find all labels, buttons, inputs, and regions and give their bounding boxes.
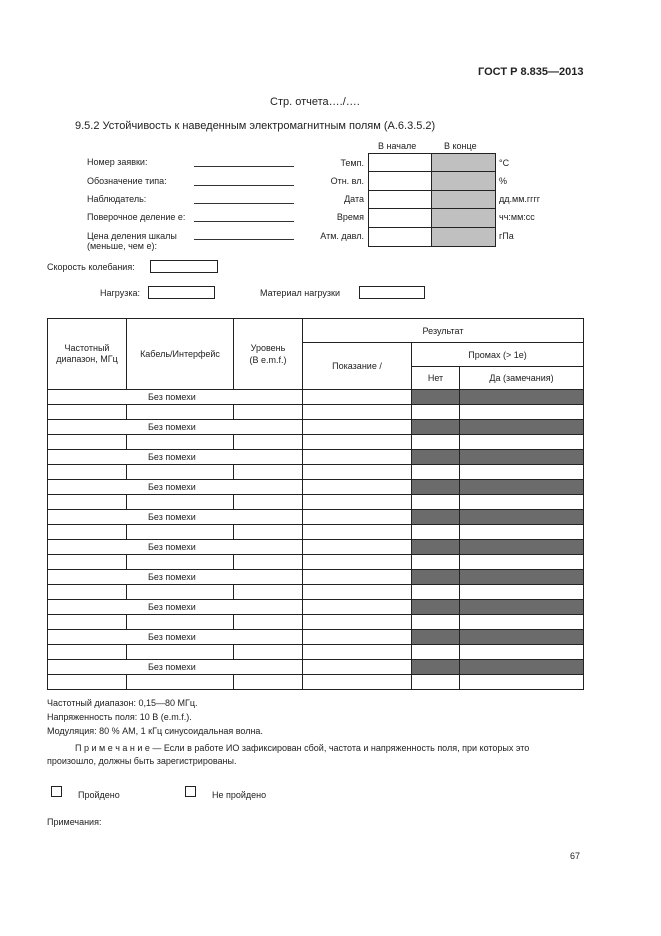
load-label: Нагрузка: (100, 288, 140, 298)
shaded-cell-yes (460, 630, 583, 644)
header-miss: Промах (> 1е) (468, 350, 527, 360)
table-row-entry[interactable] (48, 405, 126, 419)
field-line-type-designation[interactable] (194, 185, 294, 186)
passed-checkbox[interactable] (51, 786, 62, 797)
field-line-request-number[interactable] (194, 166, 294, 167)
row-label-no-interference: Без помехи (148, 602, 196, 612)
header-level: Уровень (250, 343, 286, 353)
shaded-cell-no (412, 480, 459, 494)
shaded-cell-yes (460, 450, 583, 464)
env-start-temp[interactable] (368, 153, 432, 172)
header-level-unit: (В e.m.f.) (249, 355, 287, 365)
shaded-cell-no (412, 630, 459, 644)
report-page-indicator: Стр. отчета…./…. (270, 96, 360, 108)
row-label-no-interference: Без помехи (148, 632, 196, 642)
table-row-entry[interactable] (48, 615, 126, 629)
row-label-no-interference: Без помехи (148, 422, 196, 432)
oscillation-speed-label: Скорость колебания: (47, 262, 135, 272)
env-end-humidity[interactable] (431, 171, 496, 191)
load-material-input[interactable] (359, 286, 425, 299)
section-title: 9.5.2 Устойчивость к наведенным электромагнитным полям (А.6.3.5.2) (75, 120, 436, 132)
failed-label: Не пройдено (212, 790, 267, 800)
note-field-strength: Напряженность поля: 10 В (e.m.f.). (47, 712, 192, 722)
table-row-entry[interactable] (48, 645, 126, 659)
shaded-cell-yes (460, 540, 583, 554)
row-label-no-interference: Без помехи (148, 542, 196, 552)
env-unit-date: дд.мм.гггг (499, 194, 541, 204)
env-label-time: Время (336, 212, 364, 222)
note-text-line2: произошло, должны быть зарегистрированы. (47, 756, 237, 766)
shaded-cell-yes (460, 570, 583, 584)
row-label-no-interference: Без помехи (148, 392, 196, 402)
field-line-observer[interactable] (194, 203, 294, 204)
env-start-time[interactable] (368, 208, 432, 228)
env-end-temp[interactable] (431, 153, 496, 172)
shaded-cell-no (412, 660, 459, 674)
field-label-verification-interval: Поверочное деление e: (87, 212, 186, 222)
table-row-entry[interactable] (48, 525, 126, 539)
note-freq-range: Частотный диапазон: 0,15—80 МГц. (47, 698, 198, 708)
header-cable-interface: Кабель/Интерфейс (140, 349, 220, 359)
table-row-entry[interactable] (48, 435, 126, 449)
header-freq-range: Частотный диапазон, МГц (56, 343, 118, 364)
note-text-line1 (75, 743, 529, 753)
header-miss-no: Нет (427, 373, 444, 383)
note-modulation: Модуляция: 80 % АМ, 1 кГц синусоидальная волна. (47, 726, 263, 736)
field-label-observer: Наблюдатель: (87, 194, 147, 204)
shaded-cell-yes (460, 390, 583, 404)
table-row-entry[interactable] (48, 585, 126, 599)
env-start-pressure[interactable] (368, 227, 432, 247)
table-row-entry[interactable] (48, 465, 126, 479)
passed-label: Пройдено (78, 790, 120, 800)
shaded-cell-no (412, 450, 459, 464)
header-miss-yes: Да (замечания) (489, 373, 554, 383)
load-input[interactable] (148, 286, 215, 299)
shaded-cell-yes (460, 480, 583, 494)
load-material-label: Материал нагрузки (260, 288, 340, 298)
table-row-entry[interactable] (48, 675, 126, 689)
env-unit-temp: °С (499, 158, 510, 168)
oscillation-speed-input[interactable] (150, 260, 218, 273)
note-label: П р и м е ч а н и е (75, 743, 150, 753)
env-end-pressure[interactable] (431, 227, 496, 247)
env-unit-pressure: гПа (499, 231, 514, 241)
table-row-entry[interactable] (48, 555, 126, 569)
env-unit-humidity: % (499, 176, 508, 186)
header-result: Результат (422, 326, 464, 336)
env-label-date: Дата (344, 194, 364, 204)
shaded-cell-yes (460, 510, 583, 524)
field-label-scale-interval-note: (меньше, чем e): (87, 241, 157, 251)
env-label-humidity: Отн. вл. (330, 176, 364, 186)
shaded-cell-no (412, 600, 459, 614)
failed-checkbox[interactable] (185, 786, 196, 797)
env-end-time[interactable] (431, 208, 496, 228)
row-label-no-interference: Без помехи (148, 662, 196, 672)
field-line-verification-interval[interactable] (194, 221, 294, 222)
env-header-start: В начале (378, 141, 417, 151)
remarks-label: Примечания: (47, 817, 102, 827)
shaded-cell-yes (460, 660, 583, 674)
field-line-scale-interval[interactable] (194, 239, 294, 240)
env-start-humidity[interactable] (368, 171, 432, 191)
note-body: — Если в работе ИО зафиксирован сбой, частота и напряженность поля, при которых это (149, 743, 530, 753)
env-unit-time: чч:мм:сс (499, 212, 535, 222)
header-reading: Показание / (332, 361, 382, 371)
shaded-cell-no (412, 570, 459, 584)
field-label-scale-interval: Цена деления шкалы (87, 231, 177, 241)
row-label-no-interference: Без помехи (148, 482, 196, 492)
row-label-no-interference: Без помехи (148, 572, 196, 582)
shaded-cell-no (412, 540, 459, 554)
shaded-cell-yes (460, 420, 583, 434)
table-row-entry[interactable] (48, 495, 126, 509)
row-label-no-interference: Без помехи (148, 512, 196, 522)
page-number: 67 (570, 851, 581, 861)
env-label-pressure: Атм. давл. (320, 231, 364, 241)
shaded-cell-no (412, 510, 459, 524)
shaded-cell-no (412, 390, 459, 404)
field-label-request-number: Номер заявки: (87, 157, 148, 167)
shaded-cell-no (412, 420, 459, 434)
env-label-temp: Темп. (340, 158, 364, 168)
env-start-date[interactable] (368, 190, 432, 209)
field-label-type-designation: Обозначение типа: (87, 176, 167, 186)
env-header-end: В конце (444, 141, 477, 151)
standard-number: ГОСТ Р 8.835—2013 (478, 66, 584, 78)
shaded-cell-yes (460, 600, 583, 614)
row-label-no-interference: Без помехи (148, 452, 196, 462)
env-end-date[interactable] (431, 190, 496, 209)
